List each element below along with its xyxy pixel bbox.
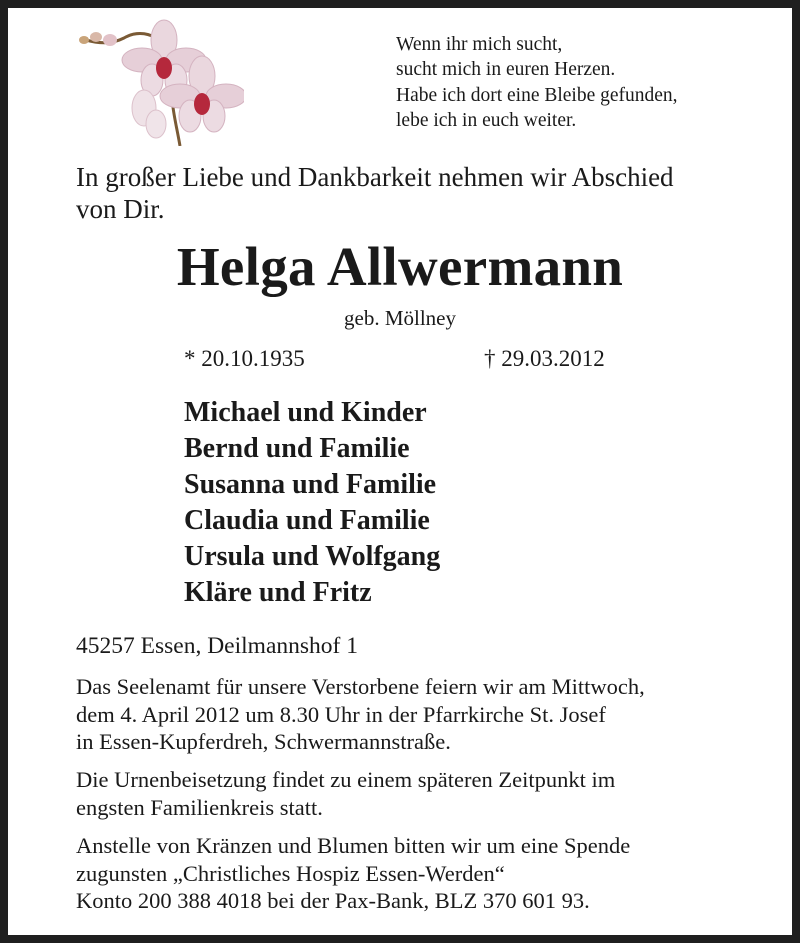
survivors-list <box>184 395 440 611</box>
paragraph-line: Anstelle von Kränzen und Blumen bitten wir um eine Spende <box>76 833 631 858</box>
maiden-name: geb. Möllney <box>344 306 456 330</box>
donation-paragraph <box>76 832 736 915</box>
paragraph-line: zugunsten „Christliches Hospiz Essen-Werden“ <box>76 860 505 886</box>
poem-line: sucht mich in euren Herzen. <box>396 59 616 81</box>
paragraph-line: Konto 200 388 4018 bei der Pax-Bank, BLZ 370 601 93. <box>76 888 590 913</box>
orchid-flower-icon <box>72 18 244 146</box>
poem-line: Wenn ihr mich sucht, <box>396 34 563 55</box>
list-item: Claudia und Familie <box>184 505 430 536</box>
address: 45257 Essen, Deilmannshof 1 <box>76 633 358 659</box>
list-item: Michael und Kinder <box>184 397 427 428</box>
list-item: Bernd und Familie <box>184 433 410 464</box>
deceased-name: Helga Allwermann <box>176 236 624 297</box>
urn-burial-paragraph <box>76 766 736 821</box>
paragraph-line: Das Seelenamt für unsere Verstorbene feiern wir am Mittwoch, <box>76 674 645 699</box>
intro-line: von Dir. <box>76 193 165 224</box>
paragraph-line: in Essen-Kupferdreh, Schwermannstraße. <box>76 729 451 754</box>
intro-line: In großer Liebe und Dankbarkeit nehmen wir Abschied <box>76 162 674 192</box>
list-item: Ursula und Wolfgang <box>184 541 441 572</box>
paragraph-line: engsten Familienkreis statt. <box>76 794 323 820</box>
intro-text <box>76 162 736 225</box>
poem-line: Habe ich dort eine Bleibe gefunden, <box>396 84 678 106</box>
requiem-paragraph <box>76 673 736 756</box>
poem <box>396 32 678 133</box>
list-item: Susanna und Familie <box>184 469 437 500</box>
birth-date: * 20.10.1935 <box>184 346 305 371</box>
paragraph-line: Die Urnenbeisetzung findet zu einem späteren Zeitpunkt im <box>76 767 616 792</box>
death-date: † 29.03.2012 <box>484 346 605 371</box>
poem-line: lebe ich in euch weiter. <box>396 109 577 131</box>
paragraph-line: dem 4. April 2012 um 8.30 Uhr in der Pfarrkirche St. Josef <box>76 701 606 727</box>
list-item: Kläre und Fritz <box>184 577 372 608</box>
